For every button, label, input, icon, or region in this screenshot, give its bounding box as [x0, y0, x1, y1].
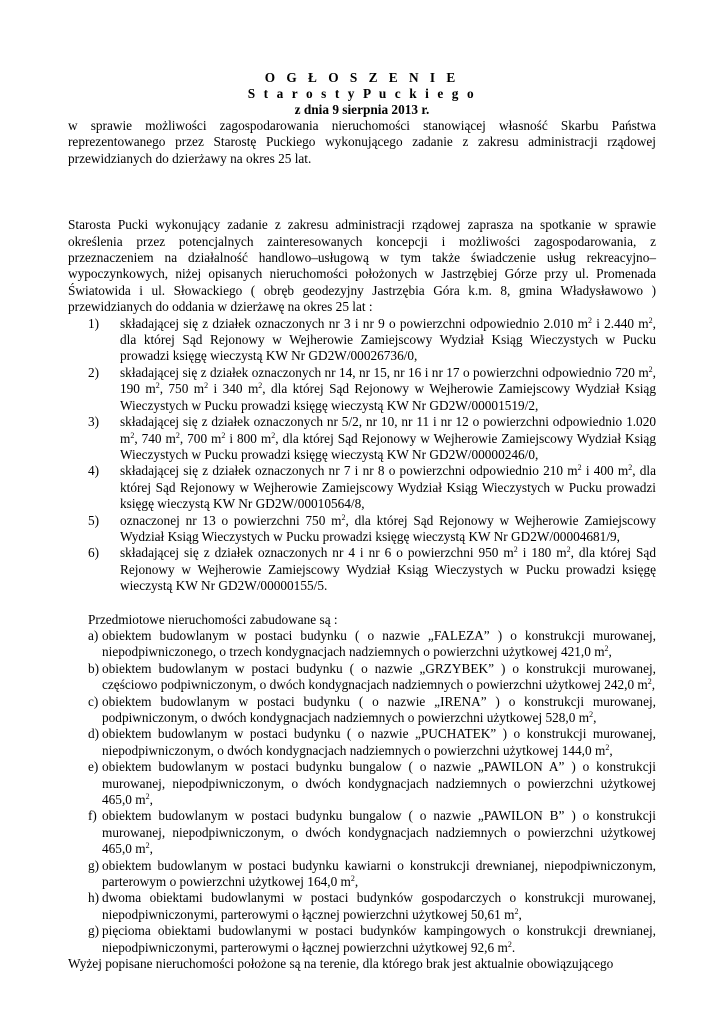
parcel-number: 3)	[88, 414, 100, 430]
building-item: h) dwoma obiektami budowlanymi w postaci budynków gospodarczych o konstrukcji murowanej, niepodpiwniczonymi, parterowymi o łącznej powierzchni użytkowej 50,61 $m^2$,	[88, 890, 656, 922]
parcel-item: 1) składającej się z działek oznaczonych nr 3 i nr 9 o powierzchni odpowiednio 2.010 $m^2$ i 2.440 $m^2$, dla której Sąd Rejonowy w Wejherowie Zamiejscowy Wydział Ksiąg Wieczystych w Pucku prowadzi księgę wieczystą KW Nr GD2W/00026736/0,	[88, 315, 656, 364]
parcel-number: 4)	[88, 463, 100, 479]
building-letter: h)	[88, 890, 100, 906]
parcel-item: 2) składającej się z działek oznaczonych nr 14, nr 15, nr 16 i nr 17 o powierzchni odpowiednio 720 $m^2$, 190 $m^2$, 750 $m^2$ i 340 $m^2$, dla której Sąd Rejonowy w Wejherowie Zamiejscowy Wydział Ksiąg Wieczystych w Pucku prowadzi księgę wieczystą KW Nr GD2W/00001519/2,	[88, 364, 656, 413]
parcel-item: 6) składającej się z działek oznaczonych nr 4 i nr 6 o powierzchni 950 $m^2$ i 180 $m^2$, dla której Sąd Rejonowy w Wejherowie Zamiejscowy Wydział Ksiąg Wieczystych w Pucku prowadzi księgę wieczystą KW Nr GD2W/00000155/5.	[88, 545, 656, 594]
building-item: d) obiektem budowlanym w postaci budynku ( o nazwie „PUCHATEK” ) o konstrukcji murowanej, niepodpiwniczonym, o dwóch kondygnacjach nadziemnych o powierzchni użytkowej 144,0 $m^2$,	[88, 726, 656, 758]
building-item: e) obiektem budowlanym w postaci budynku bungalow ( o nazwie „PAWILON A” ) o konstrukcji murowanej, niepodpiwniczonym, o dwóch kondygnacjach nadziemnych o powierzchni użytkowej 465,0 $m^2$,	[88, 759, 656, 808]
announcement-issuer: S t a r o s t y P u c k i e g o	[247, 86, 477, 101]
building-letter: f)	[88, 808, 97, 824]
building-item: c) obiektem budowlanym w postaci budynku ( o nazwie „IRENA” ) o konstrukcji murowanej, podpiwniczonym, o dwóch kondygnacjach nadziemnych o powierzchni użytkowej 528,0 $m^2$,	[88, 693, 656, 725]
building-item: b) obiektem budowlanym w postaci budynku ( o nazwie „GRZYBEK” ) o konstrukcji murowanej, częściowo podpiwniczonym, o dwóch kondygnacjach nadziemnych o powierzchni użytkowej 242,0 $m^2$,	[88, 660, 656, 693]
building-item: a) obiektem budowlanym w postaci budynku ( o nazwie „FALEZA” ) o konstrukcji murowanej, niepodpiwniczonego, o trzech kondygnacjach nadziemnych o powierzchni użytkowej 421,0 $m^2$,	[88, 627, 656, 660]
building-list	[68, 628, 656, 956]
building-letter: c)	[88, 693, 99, 709]
building-letter: a)	[88, 627, 99, 643]
building-letter: e)	[88, 759, 99, 775]
document-page	[68, 70, 656, 973]
building-letter: b)	[88, 660, 100, 676]
building-letter: g)	[88, 857, 100, 873]
parcel-number: 5)	[88, 512, 100, 528]
parcel-item: 5) oznaczonej nr 13 o powierzchni 750 $m^2$, dla której Sąd Rejonowy w Wejherowie Zamiejscowy Wydział Ksiąg Wieczystych w Pucku prowadzi księgę wieczystą KW Nr GD2W/00004681/9,	[88, 512, 656, 544]
buildings-heading: Przedmiotowe nieruchomości zabudowane są :	[88, 611, 338, 627]
parcel-list	[68, 316, 656, 595]
parcel-number: 6)	[88, 545, 100, 561]
building-letter: d)	[88, 726, 100, 742]
building-item: g) pięcioma obiektami budowlanymi w postaci budynków kampingowych o konstrukcji drewnianej, niepodpiwniczonymi, parterowymi o łącznej powierzchni użytkowej 92,6 $m^2$.	[88, 923, 656, 955]
body-paragraph: Starosta Pucki wykonujący zadanie z zakresu administracji rządowej zaprasza na spotkanie w sprawie określenia przez potencjalnych zainteresowanych koncepcji i możliwości zagospodarowania, z przeznaczeniem na działalność handlowo–usługową w tym także świadczenie usług rekreacyjno–wypoczynkowych, niżej opisanych nieruchomości położonych w Jastrzębiej Górze przy ul. Promenada Światowida i ul. Słowackiego ( obręb geodezyjny Jastrzębia Góra k.m. 8, gmina Władysławowo ) przewidzianych do oddania w dzierżawę na okres 25 lat :	[68, 217, 656, 315]
announcement-title: O G Ł O S Z E N I E	[264, 70, 460, 85]
parcel-item: 3) składającej się z działek oznaczonych nr 5/2, nr 10, nr 11 i nr 12 o powierzchni odpowiednio 1.020 $m^2$, 740 $m^2$, 700 $m^2$ i 800 $m^2$, dla której Sąd Rejonowy w Wejherowie Zamiejscowy Wydział Ksiąg Wieczystych w Pucku prowadzi księgę wieczystą KW Nr GD2W/00000246/0,	[88, 414, 656, 462]
building-item: g) obiektem budowlanym w postaci budynku kawiarni o konstrukcji drewnianej, niepodpiwniczonym, parterowym o powierzchni użytkowej 164,0 $m^2$,	[88, 857, 656, 890]
parcel-item: 4) składającej się z działek oznaczonych nr 7 i nr 8 o powierzchni odpowiednio 210 $m^2$ i 400 $m^2$, dla której Sąd Rejonowy w Wejherowie Zamiejscowy Wydział Ksiąg Wieczystych w Pucku prowadzi księgę wieczystą KW Nr GD2W/00010564/8,	[88, 463, 656, 512]
building-letter: g)	[88, 923, 100, 939]
intro-paragraph: w sprawie możliwości zagospodarowania nieruchomości stanowiącej własność Skarbu Państwa reprezentowanego przez Starostę Puckiego wykonującego zadanie z zakresu administracji rządowej przewidzianych do dzierżawy na okres 25 lat.	[68, 118, 656, 166]
building-item: f) obiektem budowlanym w postaci budynku bungalow ( o nazwie „PAWILON B” ) o konstrukcji murowanej, niepodpiwniczonym, o dwóch kondygnacjach nadziemnych o powierzchni użytkowej 465,0 $m^2$,	[88, 808, 656, 857]
closing-paragraph: Wyżej popisane nieruchomości położone są na terenie, dla którego brak jest aktualnie obowiązującego	[68, 956, 614, 972]
parcel-number: 2)	[88, 364, 100, 380]
parcel-number: 1)	[88, 315, 100, 331]
announcement-date: z dnia 9 sierpnia 2013 r.	[294, 102, 430, 117]
